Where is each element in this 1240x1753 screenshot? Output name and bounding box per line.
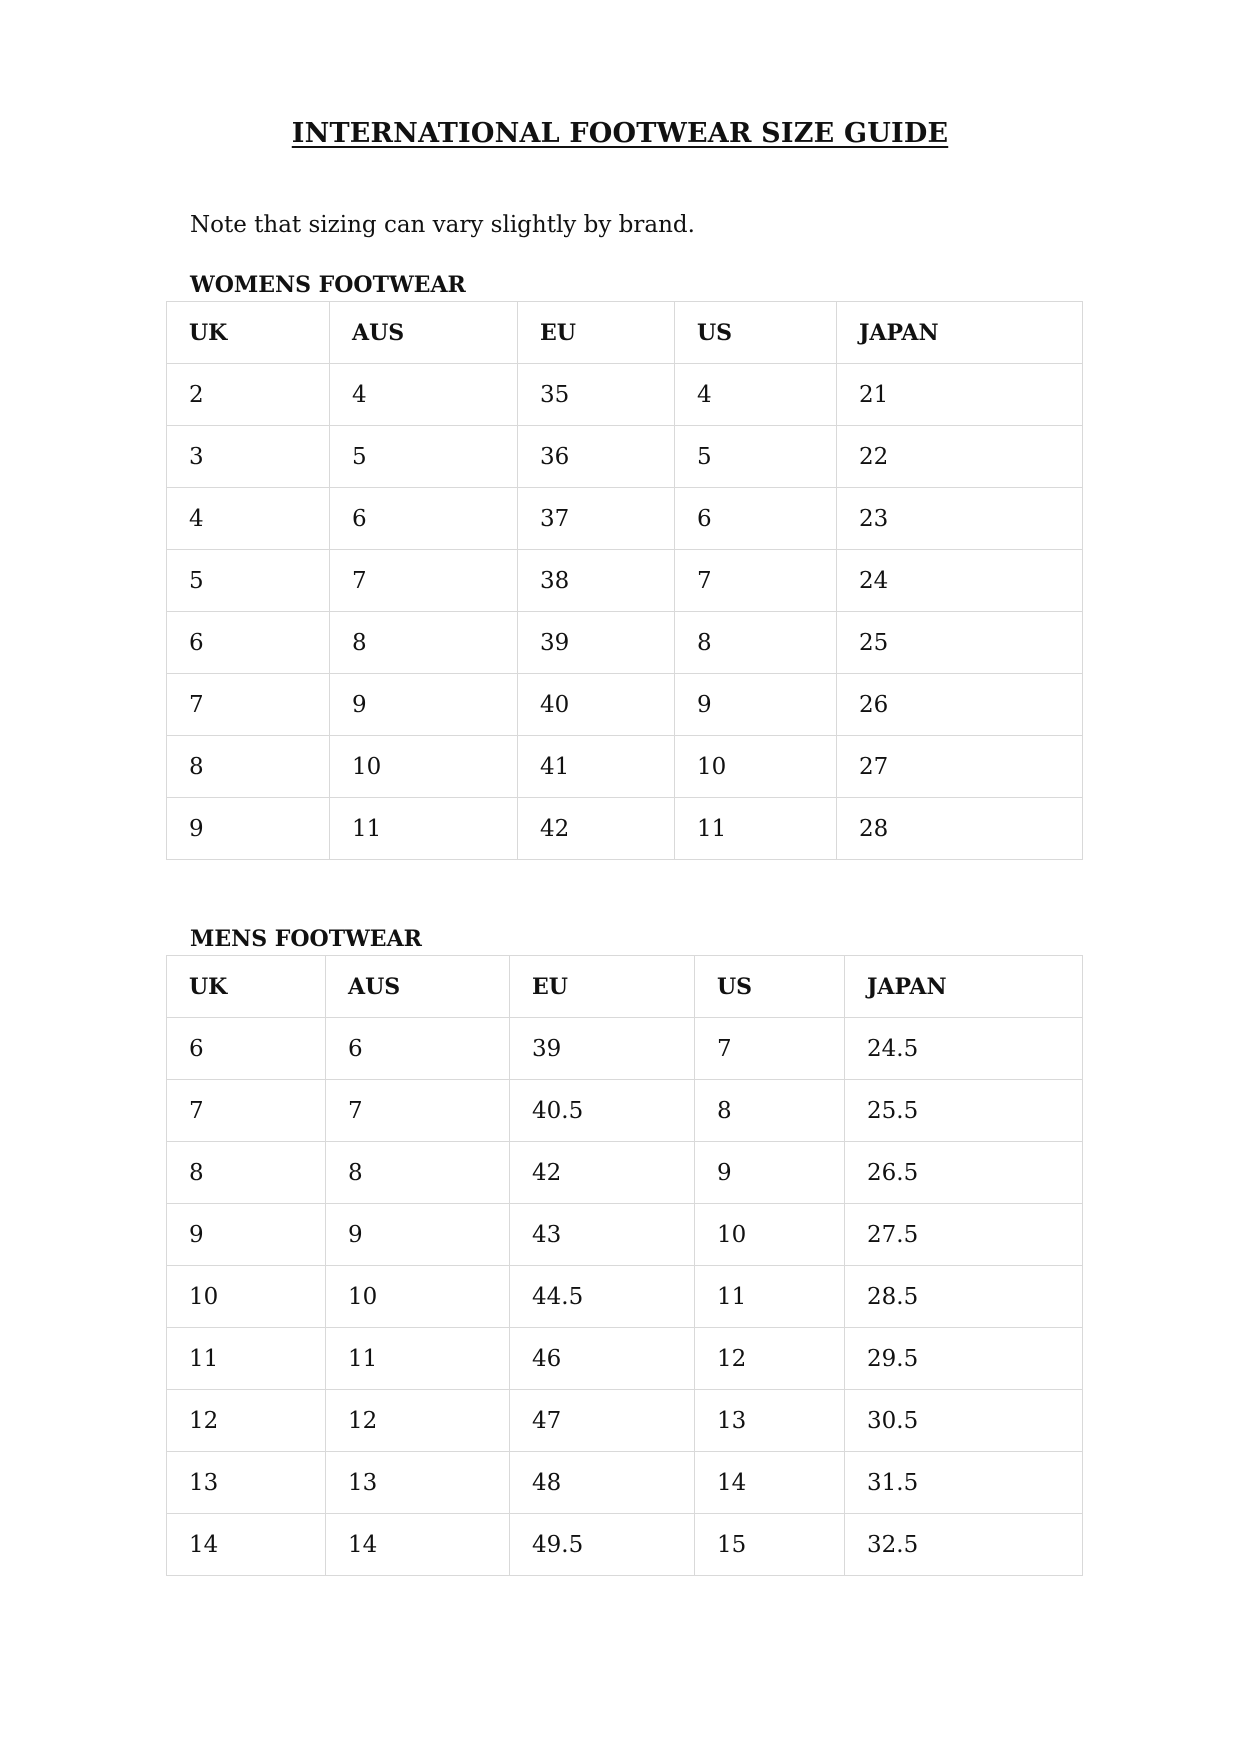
table-cell: 4 — [675, 364, 837, 426]
table-cell: 11 — [326, 1328, 510, 1390]
table-cell: 9 — [330, 674, 518, 736]
column-header-uk: UK — [167, 302, 330, 364]
table-cell: 9 — [695, 1142, 845, 1204]
table-cell: 7 — [167, 1080, 326, 1142]
table-cell: 10 — [167, 1266, 326, 1328]
table-cell: 12 — [695, 1328, 845, 1390]
table-cell: 27 — [837, 736, 1083, 798]
table-cell: 11 — [695, 1266, 845, 1328]
table-cell: 4 — [330, 364, 518, 426]
table-row — [167, 1266, 1083, 1328]
table-cell: 28.5 — [845, 1266, 1083, 1328]
table-cell: 3 — [167, 426, 330, 488]
column-header-eu: EU — [518, 302, 675, 364]
table-cell: 13 — [695, 1390, 845, 1452]
table-cell: 7 — [330, 550, 518, 612]
table-row — [167, 550, 1083, 612]
table-cell: 32.5 — [845, 1514, 1083, 1576]
table-cell: 6 — [167, 1018, 326, 1080]
table-cell: 4 — [167, 488, 330, 550]
table-cell: 27.5 — [845, 1204, 1083, 1266]
column-header-us: US — [695, 956, 845, 1018]
table-cell: 5 — [330, 426, 518, 488]
table-cell: 24 — [837, 550, 1083, 612]
table-cell: 26 — [837, 674, 1083, 736]
table-cell: 8 — [695, 1080, 845, 1142]
table-cell: 23 — [837, 488, 1083, 550]
table-cell: 12 — [326, 1390, 510, 1452]
table-cell: 7 — [167, 674, 330, 736]
table-cell: 6 — [167, 612, 330, 674]
table-cell: 21 — [837, 364, 1083, 426]
table-cell: 28 — [837, 798, 1083, 860]
table-cell: 9 — [167, 1204, 326, 1266]
table-cell: 8 — [167, 1142, 326, 1204]
table-cell: 49.5 — [510, 1514, 695, 1576]
table-row — [167, 1080, 1083, 1142]
mens-size-table — [166, 955, 1083, 1576]
table-cell: 10 — [330, 736, 518, 798]
column-header-aus: AUS — [326, 956, 510, 1018]
table-row — [167, 1018, 1083, 1080]
mens-section-title: MENS FOOTWEAR — [190, 926, 422, 952]
table-cell: 10 — [326, 1266, 510, 1328]
table-cell: 37 — [518, 488, 675, 550]
table-cell: 8 — [330, 612, 518, 674]
table-cell: 22 — [837, 426, 1083, 488]
table-row — [167, 364, 1083, 426]
table-cell: 6 — [675, 488, 837, 550]
column-header-us: US — [675, 302, 837, 364]
table-cell: 40.5 — [510, 1080, 695, 1142]
table-cell: 2 — [167, 364, 330, 426]
sizing-note: Note that sizing can vary slightly by brand. — [190, 212, 695, 238]
column-header-japan: JAPAN — [837, 302, 1083, 364]
table-header-row — [167, 956, 1083, 1018]
table-cell: 39 — [518, 612, 675, 674]
table-cell: 7 — [675, 550, 837, 612]
table-row — [167, 798, 1083, 860]
table-cell: 38 — [518, 550, 675, 612]
table-cell: 5 — [167, 550, 330, 612]
table-row — [167, 612, 1083, 674]
table-cell: 14 — [326, 1514, 510, 1576]
column-header-aus: AUS — [330, 302, 518, 364]
table-cell: 9 — [326, 1204, 510, 1266]
table-cell: 29.5 — [845, 1328, 1083, 1390]
table-cell: 10 — [675, 736, 837, 798]
table-row — [167, 1390, 1083, 1452]
table-cell: 14 — [167, 1514, 326, 1576]
table-cell: 47 — [510, 1390, 695, 1452]
table-cell: 42 — [510, 1142, 695, 1204]
table-cell: 12 — [167, 1390, 326, 1452]
table-cell: 14 — [695, 1452, 845, 1514]
table-cell: 13 — [326, 1452, 510, 1514]
column-header-japan: JAPAN — [845, 956, 1083, 1018]
table-cell: 11 — [675, 798, 837, 860]
table-row — [167, 736, 1083, 798]
table-cell: 48 — [510, 1452, 695, 1514]
table-cell: 41 — [518, 736, 675, 798]
column-header-uk: UK — [167, 956, 326, 1018]
table-row — [167, 1142, 1083, 1204]
table-cell: 44.5 — [510, 1266, 695, 1328]
table-cell: 31.5 — [845, 1452, 1083, 1514]
table-cell: 7 — [695, 1018, 845, 1080]
table-row — [167, 426, 1083, 488]
table-cell: 6 — [326, 1018, 510, 1080]
table-cell: 8 — [326, 1142, 510, 1204]
table-cell: 46 — [510, 1328, 695, 1390]
table-cell: 9 — [675, 674, 837, 736]
table-header-row — [167, 302, 1083, 364]
table-cell: 8 — [675, 612, 837, 674]
table-cell: 15 — [695, 1514, 845, 1576]
womens-section-title: WOMENS FOOTWEAR — [190, 272, 466, 298]
table-cell: 42 — [518, 798, 675, 860]
table-cell: 7 — [326, 1080, 510, 1142]
table-cell: 11 — [330, 798, 518, 860]
table-cell: 25.5 — [845, 1080, 1083, 1142]
table-cell: 26.5 — [845, 1142, 1083, 1204]
womens-size-table — [166, 301, 1083, 860]
table-cell: 43 — [510, 1204, 695, 1266]
table-cell: 40 — [518, 674, 675, 736]
table-row — [167, 1452, 1083, 1514]
table-cell: 39 — [510, 1018, 695, 1080]
page-title: INTERNATIONAL FOOTWEAR SIZE GUIDE — [291, 118, 949, 149]
table-row — [167, 1328, 1083, 1390]
table-cell: 9 — [167, 798, 330, 860]
table-cell: 8 — [167, 736, 330, 798]
table-row — [167, 1514, 1083, 1576]
table-cell: 30.5 — [845, 1390, 1083, 1452]
table-cell: 25 — [837, 612, 1083, 674]
table-row — [167, 674, 1083, 736]
table-cell: 6 — [330, 488, 518, 550]
table-cell: 36 — [518, 426, 675, 488]
column-header-eu: EU — [510, 956, 695, 1018]
table-row — [167, 488, 1083, 550]
table-cell: 11 — [167, 1328, 326, 1390]
table-cell: 10 — [695, 1204, 845, 1266]
table-cell: 5 — [675, 426, 837, 488]
table-cell: 35 — [518, 364, 675, 426]
table-row — [167, 1204, 1083, 1266]
table-cell: 13 — [167, 1452, 326, 1514]
table-cell: 24.5 — [845, 1018, 1083, 1080]
